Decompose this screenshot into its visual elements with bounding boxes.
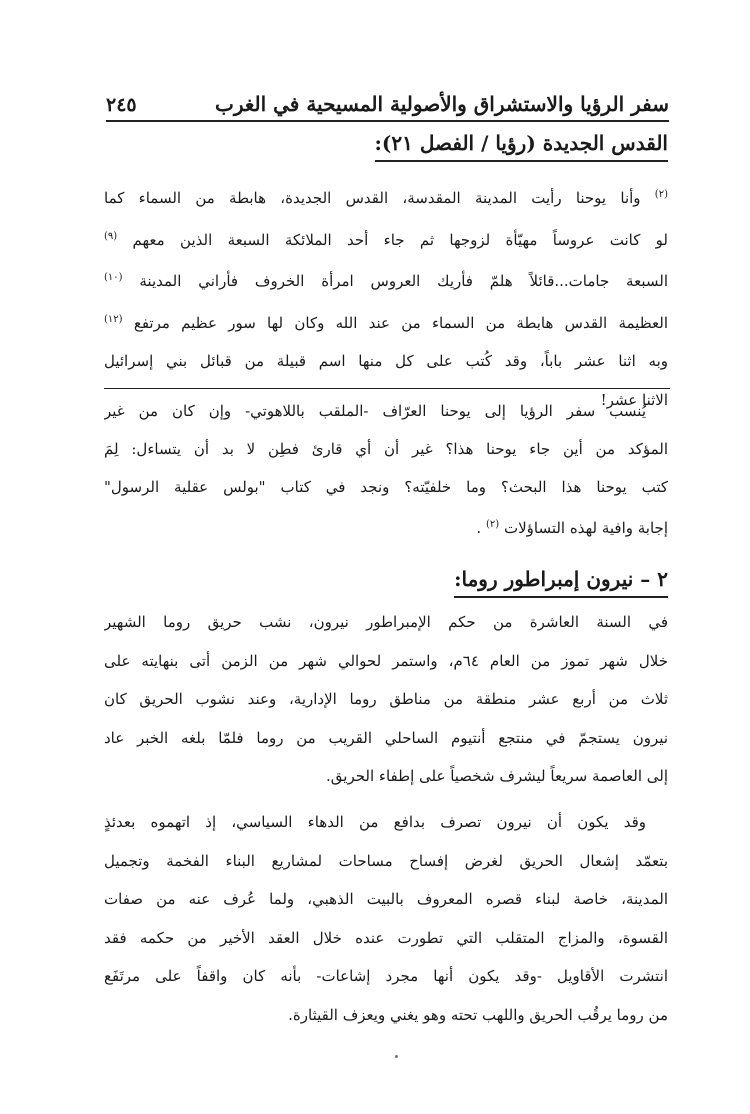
text-line: من روما يرقُب الحريق واللهب تحته وهو يغني ويعزف القيثارة. [288, 1005, 668, 1024]
text-line: انتشرت الأقاويل -وقد يكون أنها مجرد إشاعات- بأنه كان واقفاً على مرتَفَع [104, 967, 668, 985]
text-line: يُنسب سفر الرؤيا إلى يوحنا العرّاف -الملقب باللاهوتي- وإن كان من غير [104, 402, 646, 420]
text-line: وقد يكون أن نيرون تصرف بدافع من الدهاء السياسي، إذ اتهموه بعدئذٍ [104, 813, 646, 831]
text-line: إجابة وافية لهذه التساؤلات $^{(٢)}$ . [476, 519, 668, 537]
footnote-ref: (٢) [485, 519, 500, 530]
text-line: إلى العاصمة سريعاً ليشرف شخصياً على إطفاء الحريق. [326, 767, 668, 785]
section-heading-new-jerusalem: القدس الجديدة (رؤيا / الفصل ٢١): [375, 128, 668, 162]
footnote-ref: (٢) [654, 189, 668, 200]
body-paragraph [104, 803, 668, 1034]
text-line: $^{(٢)}$ وأنا يوحنا رأيت المدينة المقدسة، القدس الجديدة، هابطة من السماء كما [104, 189, 668, 207]
text-line: وبه اثنا عشر باباً، وقد كُتب على كل منها اسم قبيلة من قبائل بني إسرائيل [104, 352, 668, 370]
text-line: ثلاث من أربع عشر منطقة من مناطق روما الإدارية، وعند نشوب الحريق كان [104, 690, 668, 708]
footnote-ref: (٩) [104, 230, 118, 242]
page-number: ٢٤٥ [106, 94, 137, 116]
text-line: خلال شهر تموز من العام ٦٤م، واستمر لحوالي شهر من الزمن أتى بنهايته على [104, 651, 668, 670]
footnote-ref: (١٠) [104, 272, 123, 283]
body-paragraph [104, 603, 668, 796]
text-line: في السنة العاشرة من حكم الإمبراطور نيرون، نشب حريق روما الشهير [104, 613, 668, 631]
text-line: السبعة جامات...قائلاً هلمّ فأريك العروس امرأة الخروف فأراني المدينة $^{(١٠)}$ [104, 272, 668, 290]
text-line: العظيمة القدس هابطة من السماء من عند الله وكان لها سور عظيم مرتفع $^{(١٢)}$ [104, 313, 668, 332]
text-line: المؤكد من أين جاء يوحنا هذا؟ غير أن أي قارئ فطِن لا بد أن يتساءل: لِمَ [104, 440, 668, 458]
note-paragraph [104, 392, 668, 547]
text-line: نيرون يستجمّ في منتجع أنتيوم الساحلي القريب من روما فلمّا بلغه الخبر عاد [104, 728, 668, 747]
text-line: القسوة، والمزاج المتقلب التي تطورت عنده خلال العقد الأخير من حكمه فقد [104, 928, 668, 947]
quote-paragraph [104, 176, 668, 419]
text-line: المدينة، خاصة لبناء قصره المعروف بالبيت الذهبي، ولما عُرف عنه من صفات [104, 890, 668, 908]
text-line: بتعمّد إشعال الحريق لغرض إفساح مساحات لمشاريع البناء الفخمة وتجميل [104, 851, 668, 870]
scan-speck [395, 1055, 398, 1058]
divider-rule [104, 388, 670, 389]
running-title: سفر الرؤيا والاستشراق والأصولية المسيحية في الغرب [215, 92, 669, 116]
text-line: كتب يوحنا هذا البحث؟ وما خلفيّته؟ ونجد في كتاب "بولس عقلية الرسول" [104, 478, 668, 496]
text-line: لو كانت عروساً مهيّأة لزوجها ثم جاء أحد الملائكة السبعة الذين معهم $^{(٩)}$ [104, 230, 668, 249]
footnote-ref: (١٢) [104, 313, 123, 325]
text-line: الاثنا عشر! [600, 390, 668, 409]
page-header [106, 86, 669, 122]
section-heading-nero: ٢ – نيرون إمبراطور روما: [454, 564, 668, 598]
